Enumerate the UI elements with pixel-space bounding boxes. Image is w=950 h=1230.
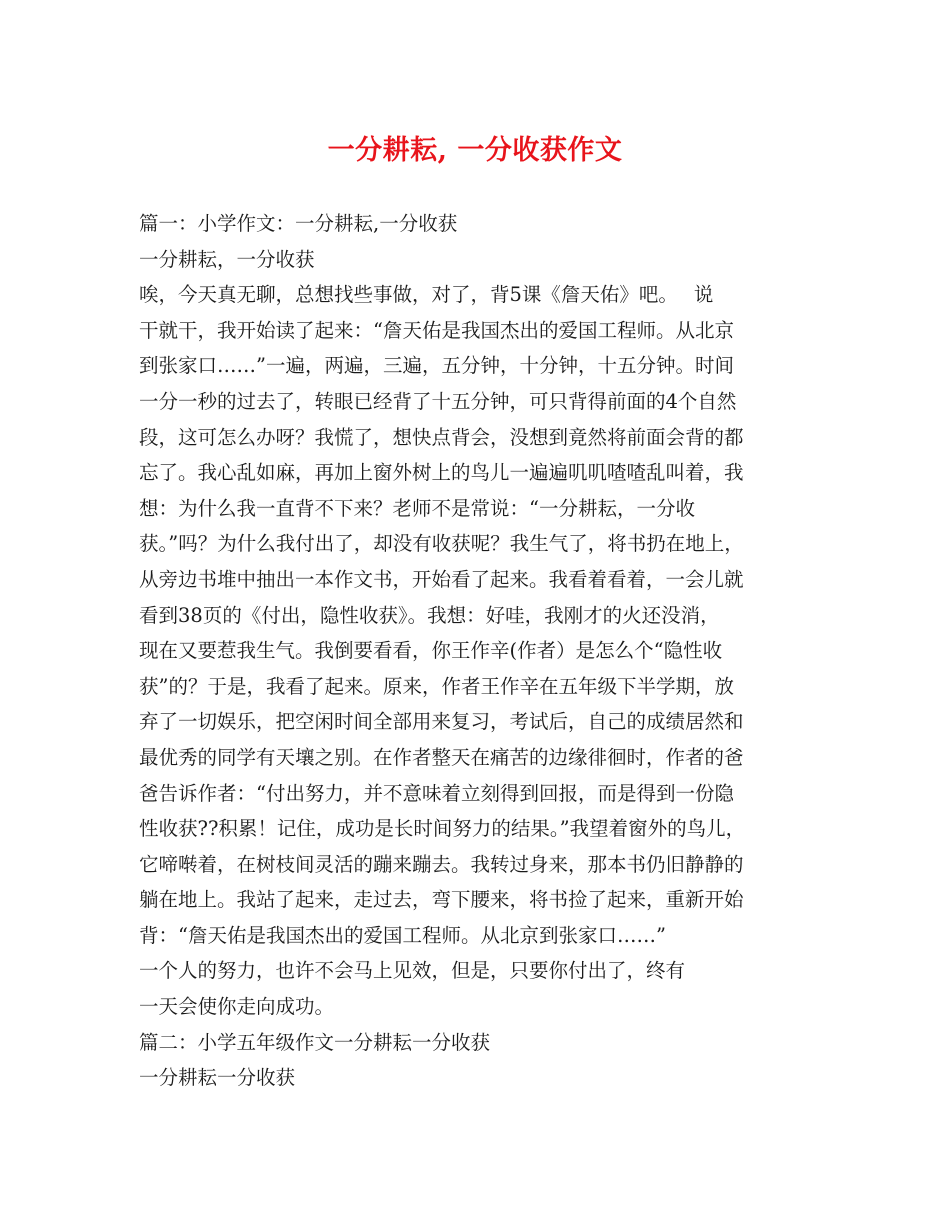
text-line: 躺在地上。我站了起来，走过去，弯下腰来，将书捡了起来，重新开始 <box>139 888 744 912</box>
essay-subtitle-2: 一分耕耘一分收获 <box>139 1066 296 1090</box>
text-line: 获。”吗？为什么我付出了，却没有收获呢？我生气了，将书扔在地上， <box>139 532 744 556</box>
text-line: 弃了一切娱乐，把空闲时间全部用来复习，考试后，自己的成绩居然和 <box>139 710 744 734</box>
document-body <box>139 206 829 1096</box>
text-line: 干就干，我开始读了起来：“詹天佑是我国杰出的爱国工程师。从北京 <box>139 318 734 342</box>
section-heading-1: 篇一：小学作文：一分耕耘,一分收获 <box>139 212 458 235</box>
essay-subtitle-1: 一分耕耘，一分收获 <box>139 247 315 271</box>
text-line: 看到38页的《付出，隐性收获》。我想：好哇，我刚才的火还没消， <box>139 603 720 627</box>
text-line: 性收获??积累！记住，成功是长时间努力的结果。”我望着窗外的鸟儿， <box>139 817 746 841</box>
text-line: 到张家口……”一遍，两遍，三遍，五分钟，十分钟，十五分钟。时间 <box>139 354 734 378</box>
section-heading-2: 篇二：小学五年级作文一分耕耘一分收获 <box>139 1030 491 1054</box>
text-line: 最优秀的同学有天壤之别。在作者整天在痛苦的边缘徘徊时，作者的爸 <box>139 745 744 769</box>
text-line: 一个人的努力，也许不会马上见效，但是，只要你付出了，终有 <box>139 959 686 983</box>
text-line: 段，这可怎么办呀？我慌了，想快点背会，没想到竟然将前面会背的都 <box>139 425 744 449</box>
text-line: 想：为什么我一直背不下来？老师不是常说：“一分耕耘，一分收 <box>139 496 695 520</box>
text-line: 唉，今天真无聊，总想找些事做，对了，背5课《詹天佑》吧。 说 <box>139 283 714 307</box>
text-line: 一天会使你走向成功。 <box>139 995 335 1019</box>
text-line: 背：“詹天佑是我国杰出的爱国工程师。从北京到张家口……” <box>139 923 666 947</box>
text-line: 一分一秒的过去了，转眼已经背了十五分钟，可只背得前面的4个自然 <box>139 389 737 413</box>
text-line: 现在又要惹我生气。我倒要看看，你王作辛(作者）是怎么个“隐性收 <box>139 639 723 663</box>
text-line: 忘了。我心乱如麻，再加上窗外树上的鸟儿一遍遍叽叽喳喳乱叫着，我 <box>139 461 744 485</box>
text-line: 获”的？于是，我看了起来。原来，作者王作辛在五年级下半学期，放 <box>139 674 734 698</box>
text-line: 它啼啭着，在树枝间灵活的蹦来蹦去。我转过身来，那本书仍旧静静的 <box>139 852 744 876</box>
document-title: 一分耕耘, 一分收获作文 <box>327 135 623 166</box>
text-line: 爸告诉作者：“付出努力，并不意味着立刻得到回报，而是得到一份隐 <box>139 781 734 805</box>
text-line: 从旁边书堆中抽出一本作文书，开始看了起来。我看着看着，一会儿就 <box>139 567 744 591</box>
